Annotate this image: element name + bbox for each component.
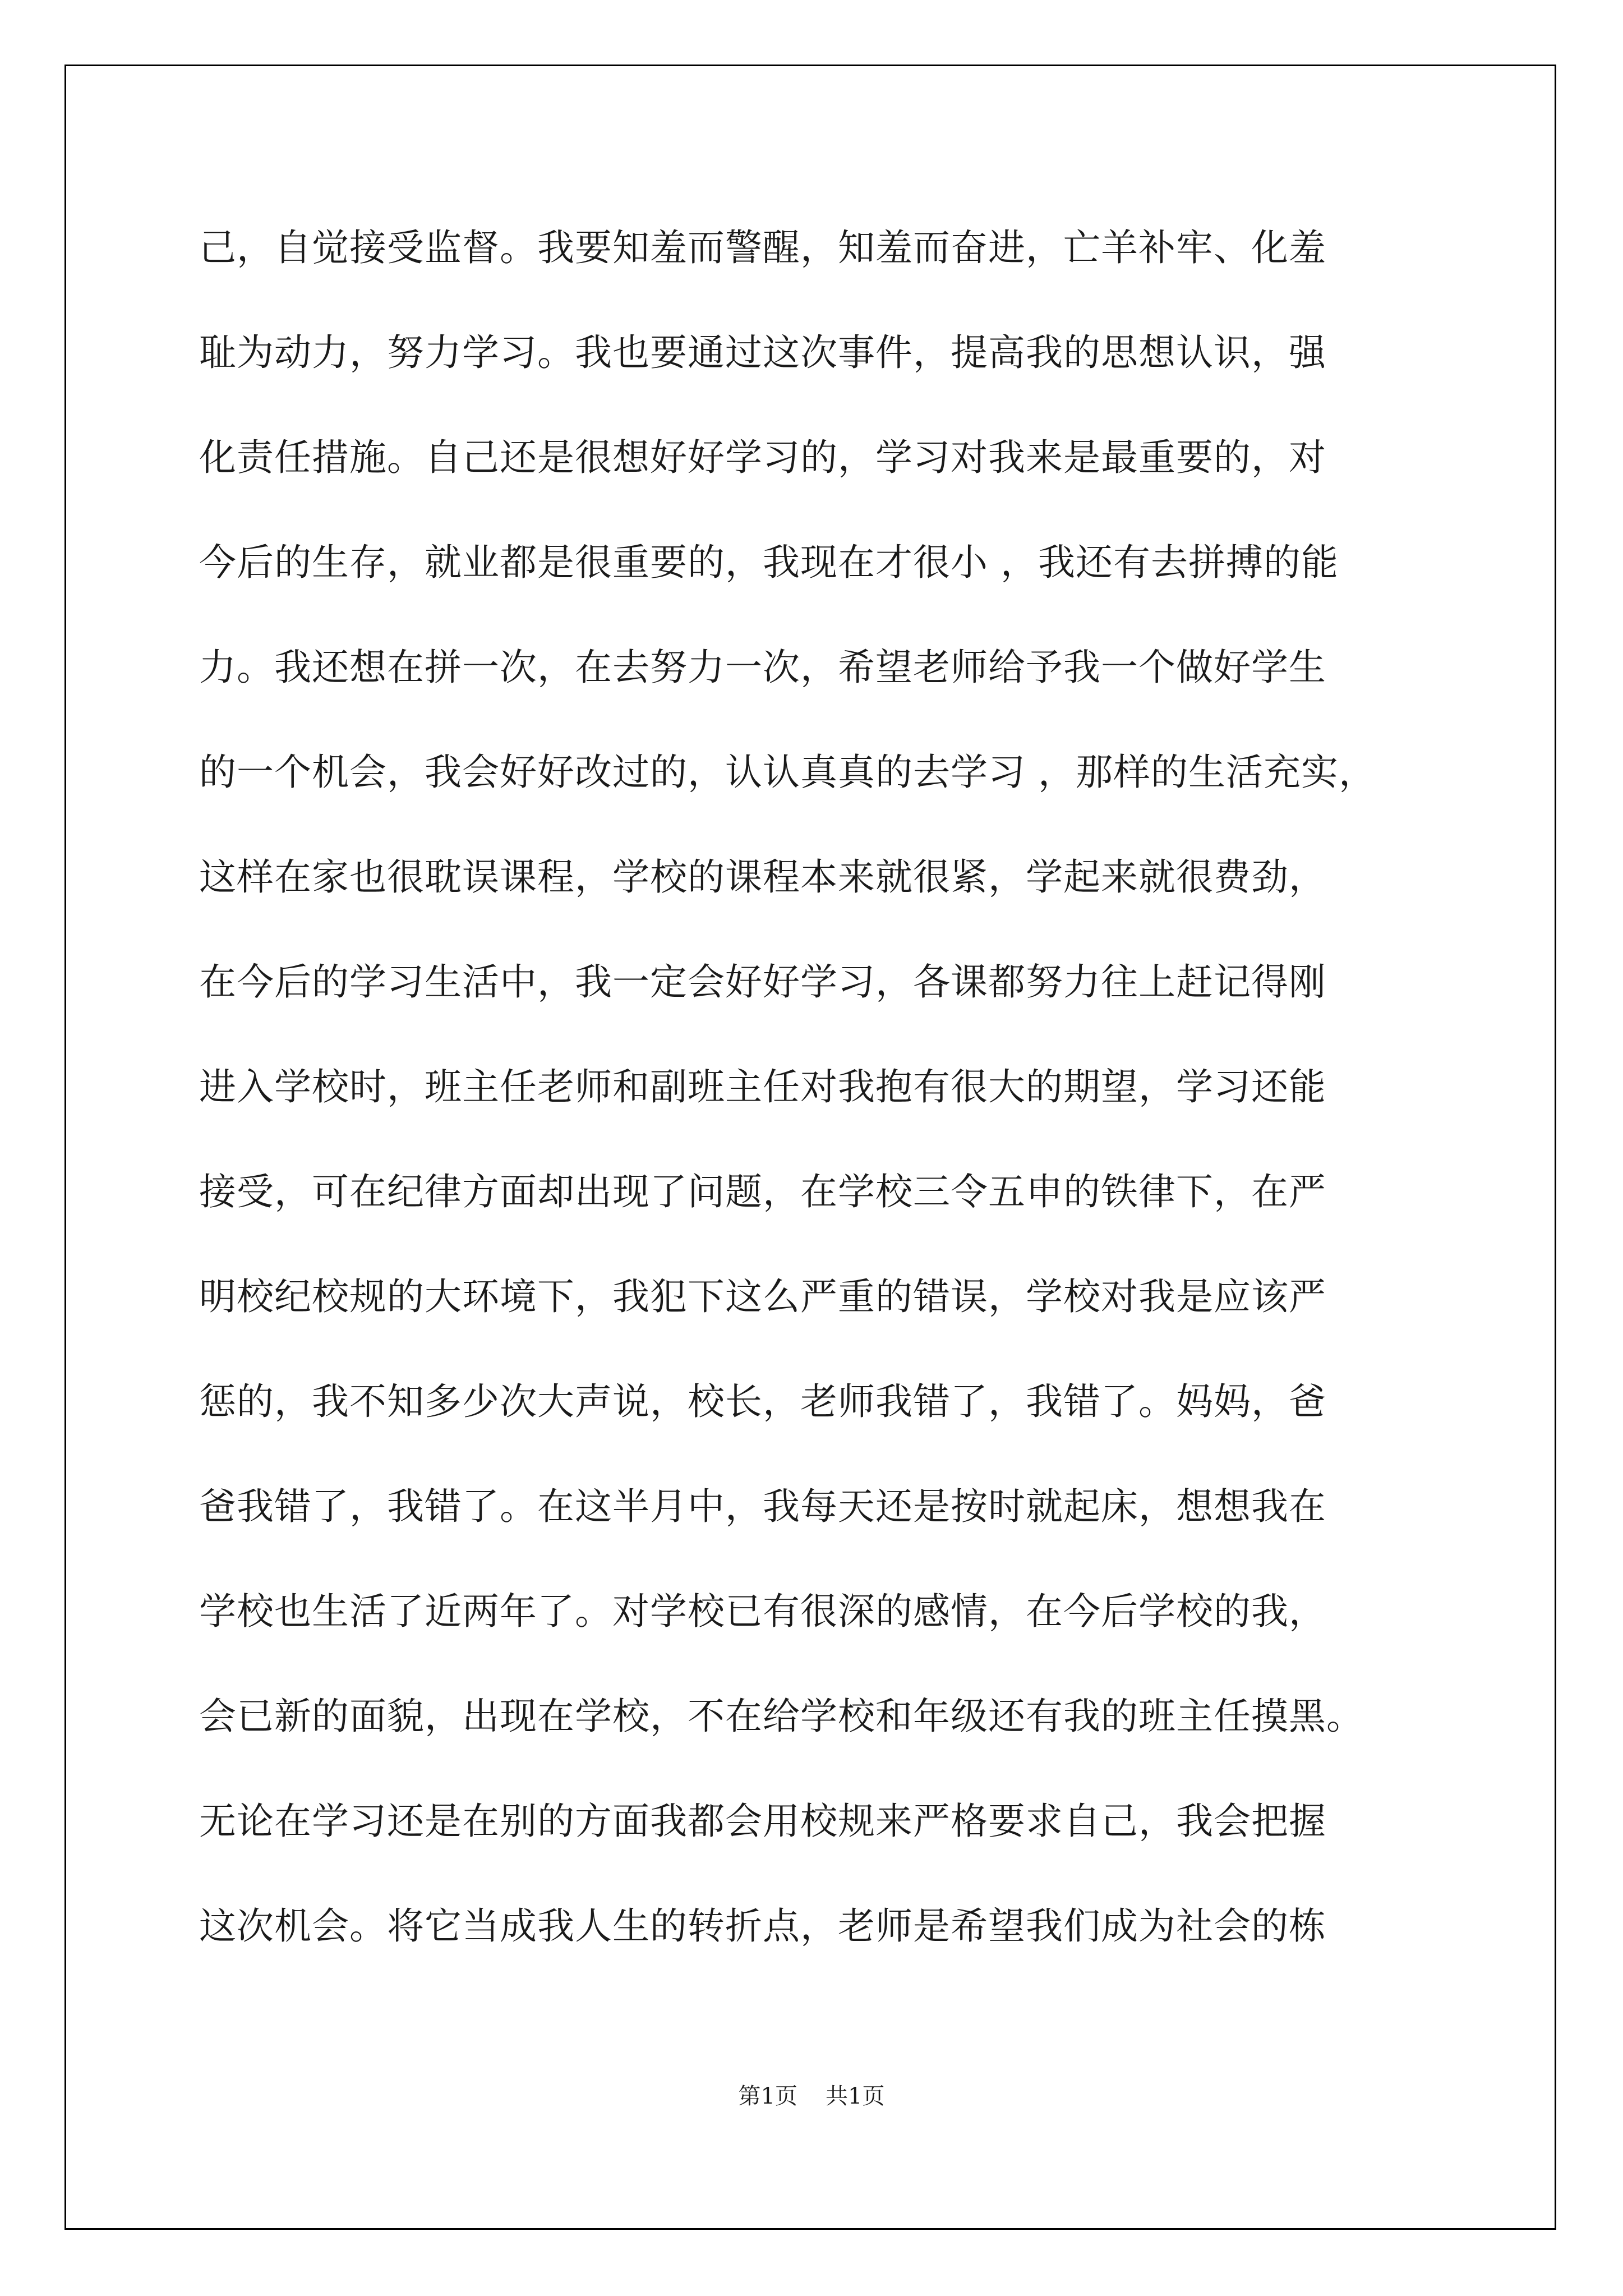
total-pages: 共1页: [826, 2083, 885, 2109]
text-line: 今后的生存，就业都是很重要的，我现在才很小 ，我还有去拼搏的能: [199, 541, 1339, 584]
text-line: 学校也生活了近两年了。对学校已有很深的感情，在今后学校的我，: [199, 1590, 1326, 1633]
text-line: 这样在家也很耽误课程，学校的课程本来就很紧，学起来就很费劲，: [199, 855, 1326, 899]
page-footer: [0, 2082, 1623, 2110]
text-line: 在今后的学习生活中，我一定会好好学习，各课都努力往上赶记得刚: [199, 960, 1326, 1004]
text-line: 明校纪校规的大环境下，我犯下这么严重的错误，学校对我是应该严: [199, 1275, 1326, 1318]
text-line: 爸我错了，我错了。在这半月中，我每天还是按时就起床，想想我在: [199, 1485, 1326, 1528]
text-line: 力。我还想在拼一次，在去努力一次，希望老师给予我一个做好学生: [199, 646, 1326, 689]
text-line: 这次机会。将它当成我人生的转折点，老师是希望我们成为社会的栋: [199, 1904, 1326, 1948]
text-line: 进入学校时，班主任老师和副班主任对我抱有很大的期望，学习还能: [199, 1065, 1326, 1108]
text-line: 化责任措施。自己还是很想好好学习的，学习对我来是最重要的，对: [199, 436, 1326, 479]
text-line: 耻为动力，努力学习。我也要通过这次事件，提高我的思想认识，强: [199, 331, 1326, 374]
text-line: 惩的，我不知多少次大声说，校长，老师我错了，我错了。妈妈，爸: [199, 1380, 1326, 1423]
text-line: 会已新的面貌，出现在学校，不在给学校和年级还有我的班主任摸黑。: [199, 1695, 1364, 1738]
text-line: 己，自觉接受监督。我要知羞而警醒，知羞而奋进，亡羊补牢、化羞: [199, 226, 1326, 269]
body-text: [199, 222, 1500, 2005]
text-line: 无论在学习还是在别的方面我都会用校规来严格要求自己，我会把握: [199, 1800, 1326, 1843]
text-line: 接受，可在纪律方面却出现了问题，在学校三令五申的铁律下，在严: [199, 1170, 1326, 1213]
text-line: 的一个机会，我会好好改过的，认认真真的去学习 ，那样的生活充实，: [199, 751, 1376, 794]
page-number: 第1页: [738, 2083, 797, 2109]
